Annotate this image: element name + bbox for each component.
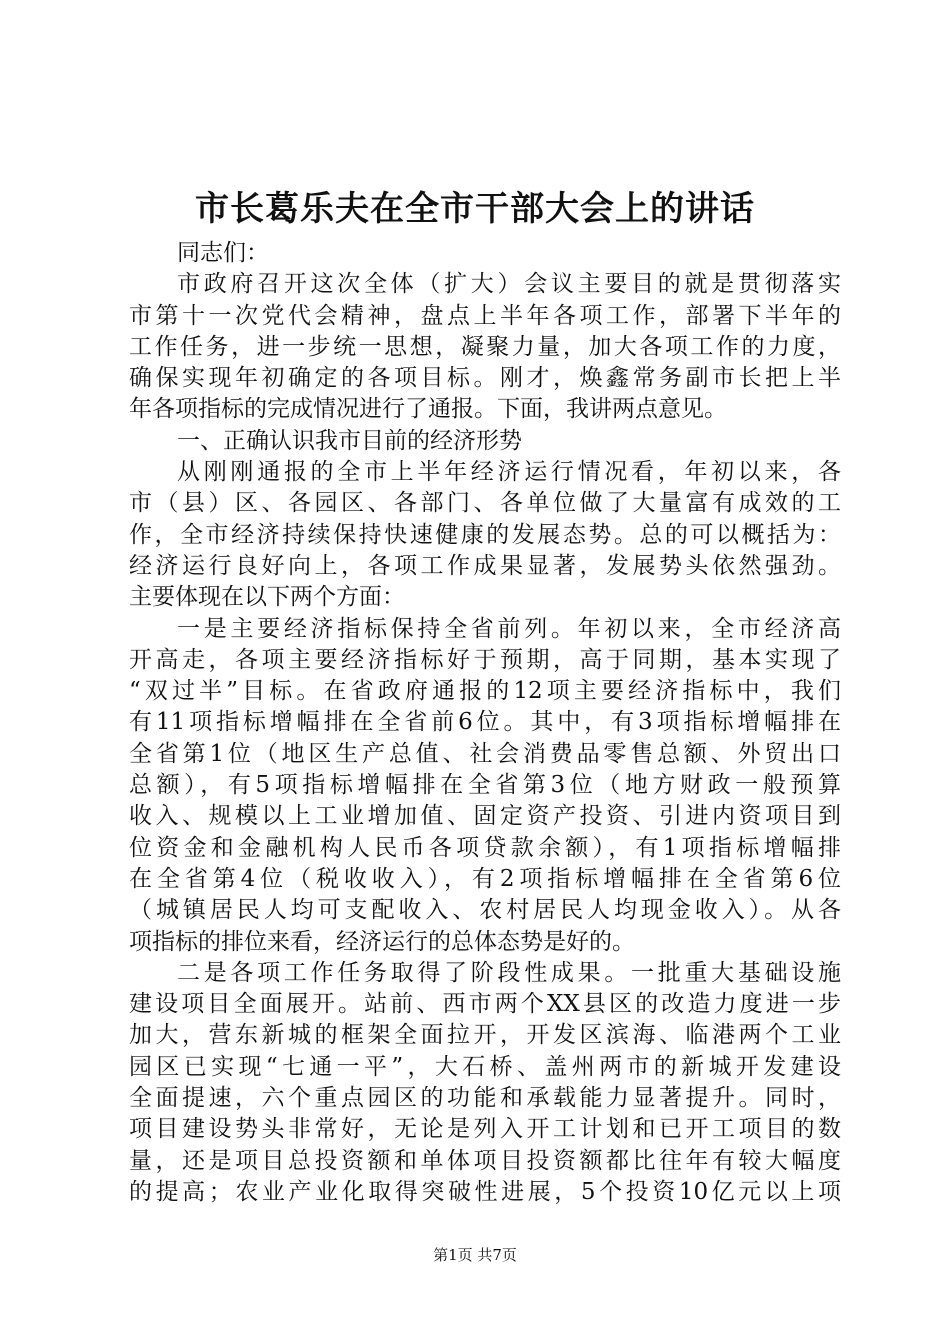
text-line: 确保实现年初确定的各项目标。刚才，焕鑫常务副市长把上半 <box>129 365 841 392</box>
text-line: 主要体现在以下两个方面： <box>129 584 405 611</box>
text-line: 加大，营东新城的框架全面拉开，开发区滨海、临港两个工业 <box>129 1022 841 1049</box>
text-line: 全面提速，六个重点园区的功能和承载能力显著提升。同时， <box>129 1085 841 1112</box>
text-line: “双过半”目标。在省政府通报的12项主要经济指标中，我们 <box>129 678 841 705</box>
text-line: 全省第1位（地区生产总值、社会消费品零售总额、外贸出口 <box>129 740 841 767</box>
document-body <box>129 238 841 1208</box>
text-line: 总额），有5项指标增幅排在全省第3位（地方财政一般预算 <box>129 772 841 799</box>
text-line: 同志们： <box>177 240 269 266</box>
text-line: （城镇居民人均可支配收入、农村居民人均现金收入）。从各 <box>129 897 841 924</box>
text-line: 作，全市经济持续保持快速健康的发展态势。总的可以概括为： <box>129 521 841 548</box>
text-line: 项指标的排位来看，经济运行的总体态势是好的。 <box>129 928 635 955</box>
text-line: 量，还是项目总投资额和单体项目投资额都比往年有较大幅度 <box>129 1147 841 1174</box>
text-line: 收入、规模以上工业增加值、固定资产投资、引进内资项目到 <box>129 803 841 830</box>
text-line: 开高走，各项主要经济指标好于预期，高于同期，基本实现了 <box>129 646 841 673</box>
page-indicator: 第1页 共7页 <box>433 1246 517 1264</box>
text-line: 建设项目全面展开。站前、西市两个XX县区的改造力度进一步 <box>129 991 841 1018</box>
text-line: 市（县）区、各园区、各部门、各单位做了大量富有成效的工 <box>129 490 841 517</box>
text-line: 市第十一次党代会精神，盘点上半年各项工作，部署下半年的 <box>129 302 841 329</box>
text-line: 位资金和金融机构人民币各项贷款余额），有1项指标增幅排 <box>129 834 841 861</box>
text-line: 二是各项工作任务取得了阶段性成果。一批重大基础设施 <box>177 959 841 986</box>
text-line: 市政府召开这次全体（扩大）会议主要目的就是贯彻落实 <box>177 271 841 298</box>
text-line: 工作任务，进一步统一思想，凝聚力量，加大各项工作的力度， <box>129 333 841 360</box>
document-title: 市长葛乐夫在全市干部大会上的讲话 <box>195 189 755 229</box>
text-line: 的提高；农业产业化取得突破性进展，5个投资10亿元以上项 <box>129 1178 841 1205</box>
text-line: 经济运行良好向上，各项工作成果显著，发展势头依然强劲。 <box>129 552 841 579</box>
text-line: 从刚刚通报的全市上半年经济运行情况看，年初以来，各 <box>177 459 841 486</box>
text-line: 园区已实现“七通一平”，大石桥、盖州两市的新城开发建设 <box>129 1053 841 1080</box>
text-line: 一是主要经济指标保持全省前列。年初以来，全市经济高 <box>177 615 841 642</box>
text-line: 年各项指标的完成情况进行了通报。下面，我讲两点意见。 <box>129 396 727 423</box>
text-line: 在全省第4位（税收收入），有2项指标增幅排在全省第6位 <box>129 865 841 892</box>
text-line: 有11项指标增幅排在全省前6位。其中，有3项指标增幅排在 <box>129 709 841 736</box>
text-line: 项目建设势头非常好，无论是列入开工计划和已开工项目的数 <box>129 1116 841 1143</box>
text-line: 一、正确认识我市目前的经济形势 <box>177 427 522 454</box>
